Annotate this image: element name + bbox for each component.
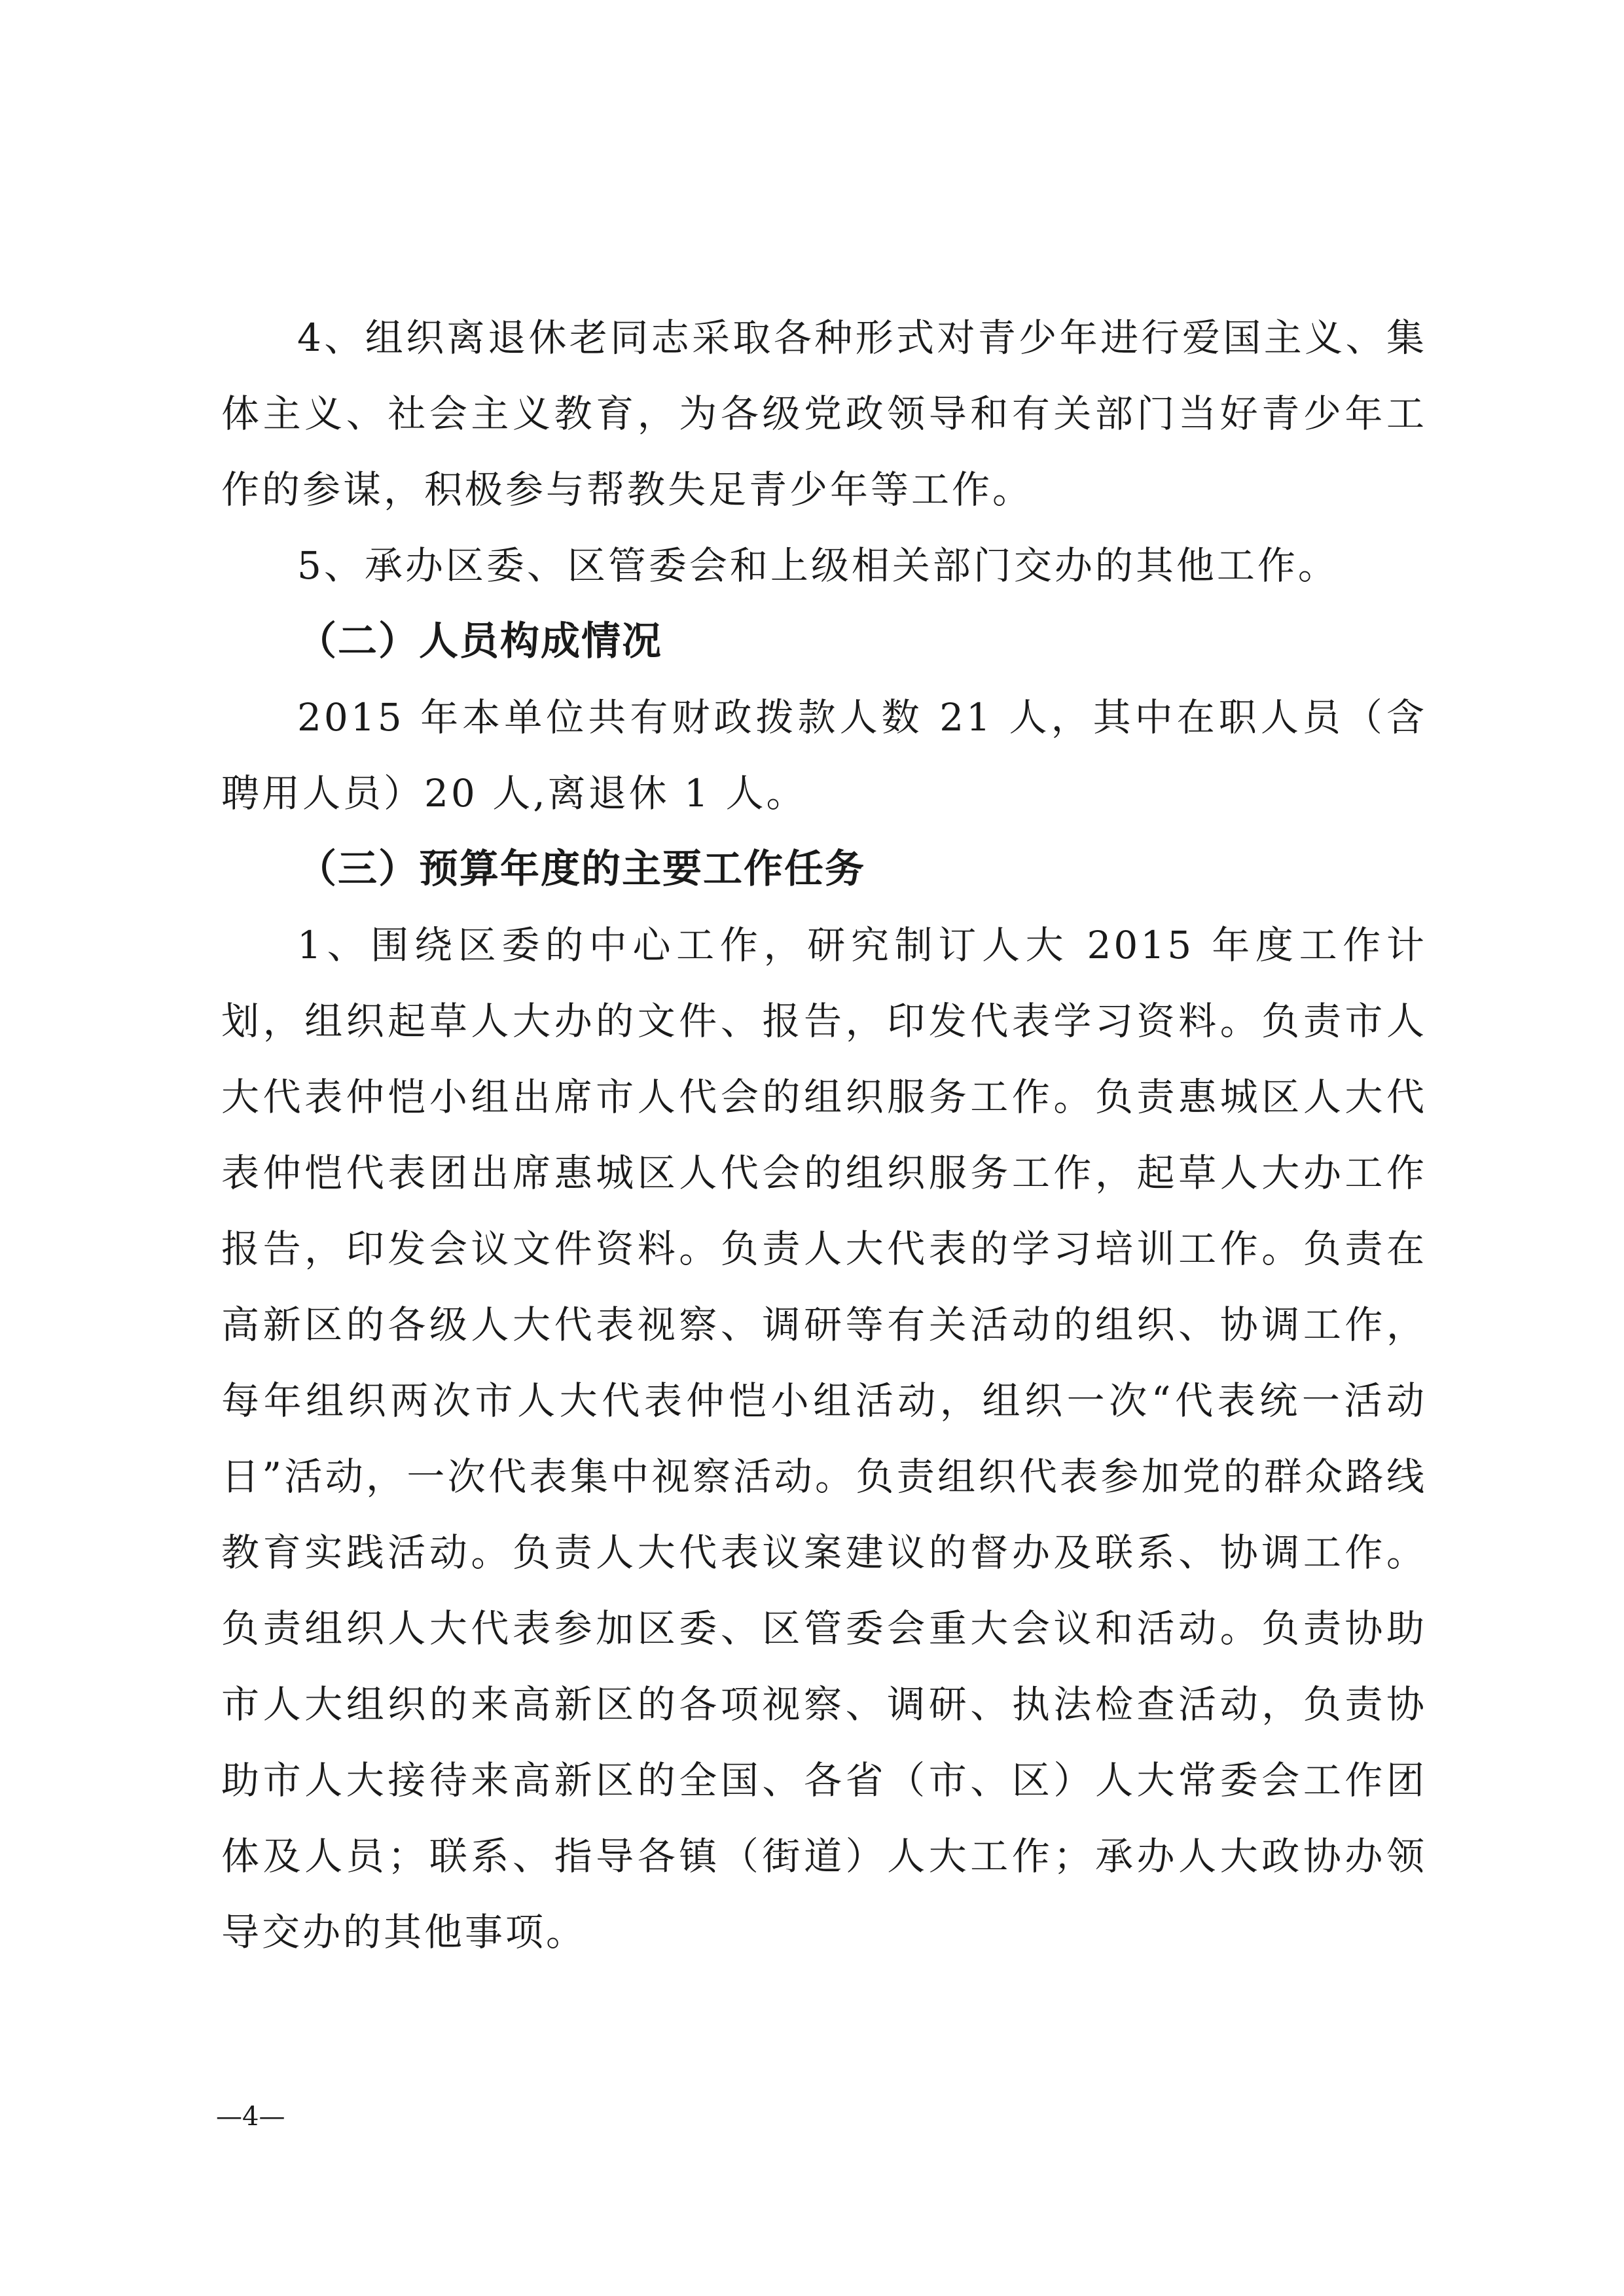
section-heading-tasks: （三）预算年度的主要工作任务 — [297, 846, 865, 892]
paragraph-item-4: 4、组织离退休老同志采取各种形式对青少年进行爱国主义、集体主义、社会主义教育，为各级党政领导和有关部门当好青少年工作的参谋，积极参与帮教失足青少年等工作。 — [221, 315, 1427, 512]
section-heading-staff: （二）人员构成情况 — [297, 619, 662, 664]
paragraph-task-1: 1、围绕区委的中心工作，研究制订人大 2015 年度工作计划，组织起草人大办的文件、报告，印发代表学习资料。负责市人大代表仲恺小组出席市人代会的组织服务工作。负责惠城区人大代表仲恺代表团出席惠城区人代会的组织服务工作，起草人大办工作报告，印发会议文件资料。负责人大代表的学习培训工作。负责在高新区的各级人大代表视察、调研等有关活动的组织、协调工作，每年组织两次市人大代表仲恺小组活动，组织一次“代表统一活动日”活动，一次代表集中视察活动。负责组织代表参加党的群众路线教育实践活动。负责人大代表议案建议的督办及联系、协调工作。负责组织人大代表参加区委、区管委会重大会议和活动。负责协助市人大组织的来高新区的各项视察、调研、执法检查活动，负责协助市人大接待来高新区的全国、各省（市、区）人大常委会工作团体及人员；联系、指导各镇（街道）人大工作；承办人大政协办领导交办的其他事项。 — [221, 923, 1427, 1954]
document-body — [221, 300, 1427, 1970]
paragraph-item-5: 5、承办区委、区管委会和上级相关部门交办的其他工作。 — [297, 543, 1339, 588]
paragraph-staff-count: 2015 年本单位共有财政拨款人数 21 人，其中在职人员（含聘用人员）20 人,离退休 1 人。 — [221, 695, 1427, 816]
page-number: —4— — [216, 2102, 285, 2132]
